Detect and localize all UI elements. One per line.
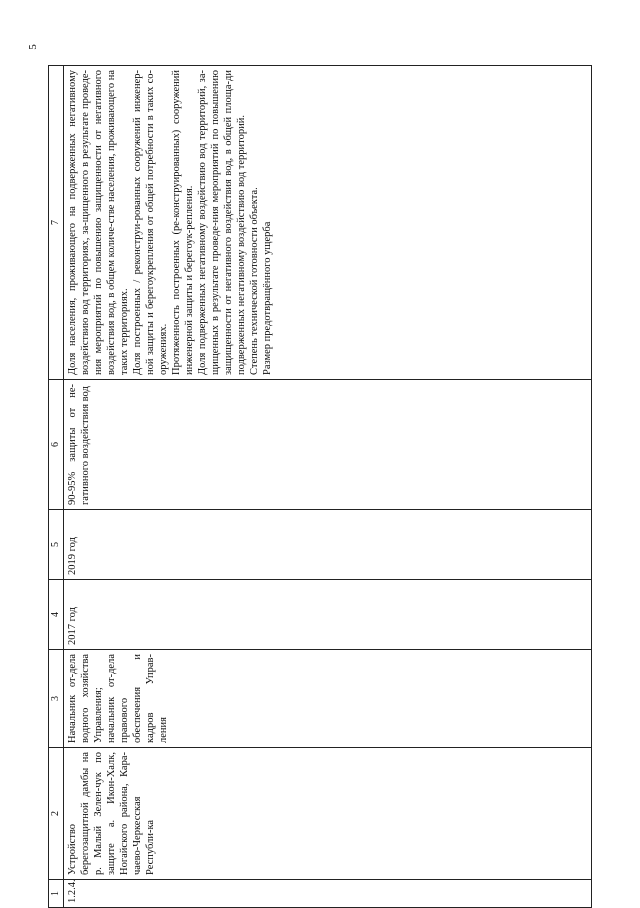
header-col-3: 3 xyxy=(49,650,64,748)
header-col-1: 1 xyxy=(49,880,64,908)
header-col-2: 2 xyxy=(49,748,64,880)
rotated-table-frame xyxy=(48,66,592,908)
header-row xyxy=(49,66,64,908)
header-col-4: 4 xyxy=(49,580,64,650)
cell-item-number: 1.2.4. xyxy=(64,880,592,908)
header-col-6: 6 xyxy=(49,380,64,510)
cell-end-year: 2019 год xyxy=(64,510,592,580)
cell-responsible: Начальник от-дела водного хозяйства Управления; начальник от-дела правового обеспечения и кадров Управ-ления xyxy=(64,650,592,748)
measures-table xyxy=(48,65,592,908)
cell-expected-result: 90-95% защиты от не-гативного воздействия вод xyxy=(64,380,592,510)
page-number: 5 xyxy=(27,44,39,50)
header-col-5: 5 xyxy=(49,510,64,580)
cell-indicators: Доля населения, проживающего на подверженных негативному воздействию вод территориях, за-щищенного в результате проведе-ния мероприятий по повышению защищенности от негативного воздействия вод, в общем количе-стве населения, проживающего на таких территориях. Доля построенных / реконструи-рованных сооружений инженер-ной защиты и берегоукрепления от общей потребности в таких со-оружениях. Протяженность построенных (ре-конструированных) сооружений инженерной защиты и берегоук-репления. Доля подверженных негативному воздействию вод территорий, за-щищенных в результате проведе-ния мероприятий по повышению защищенности от негативного воздействия вод, в общей площа-ди подверженных негативному воздействию вод территорий. Степень технической готовности объекта. Размер предотвращённого ущерба xyxy=(64,66,592,380)
table-row xyxy=(64,66,592,908)
cell-measure-name: Устройство берегозащитной дамбы на р. Малый Зелен-чук по защите а. Икон-Халк, Ногайского района, Кара-чаево-Черкесская Республи-ка xyxy=(64,748,592,880)
header-col-7: 7 xyxy=(49,66,64,380)
cell-start-year: 2017 год xyxy=(64,580,592,650)
